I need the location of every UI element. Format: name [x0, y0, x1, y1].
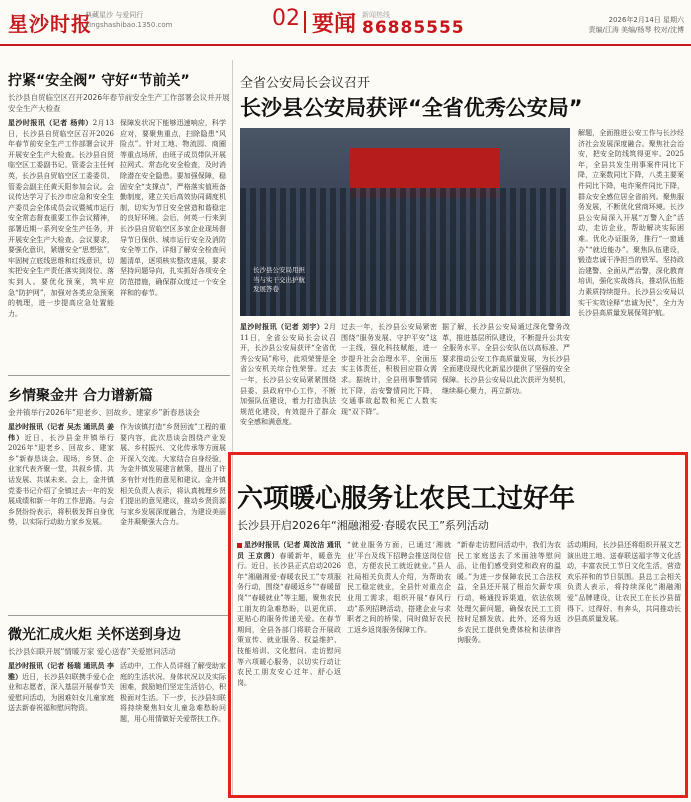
- story5-col1: [237, 540, 341, 792]
- story4-body-left: [8, 661, 114, 797]
- editor-credits: 责编/江涛 美编/杨琴 校对/沈博: [588, 26, 684, 34]
- story1-body-right: 保障发状况下能够迅速响应，科学应对，要聚焦重点，扫除隐患“风险点”。针对工地、物流园、商圈等重点场所，由班子成员带队开展拉网式、常态化安全检查，及时消除潜在安全隐患。要加强保障，稳固安全“支撑点”，严格落实值班备勤制度，建立关后高效协同调度机制，切实为节日安全营造和谐稳定的良好环境。会后，何英一行来到长沙县自贸临空区多家企业现场督导节日保供、城市运行安全及消防安全等工作，详细了解安全检查问题清单，逐项核实整改进展，要求坚持问题导向，扎实抓好各项安全防范措施，确保群众度过一个安全祥和的春节。: [120, 119, 226, 297]
- story5-title: 六项暖心服务让农民工过好年: [237, 484, 576, 514]
- story3-text-left: 近日，长沙县金井镇举行2026年“迎老乡、回故乡、建家乡”新春恳谈会。现场，乡贤、企业家代表齐聚一堂，共叙乡情、共话发展、共谋未来。会上，金井镇党委书记介绍了全镇过去一年的发展成绩和新一年的工作思路。与会乡贤纷纷表示，将积极发挥自身优势，以实际行动助力家乡发展。: [8, 433, 114, 527]
- newspaper-logo: 星沙时报: [8, 12, 92, 36]
- story1-subtitle: 长沙县自贸临空区召开2026年春节前安全生产工作部署会议并开展安全生产大检查: [8, 93, 230, 113]
- issue-info: [520, 15, 684, 35]
- page-divider-bar: [304, 11, 306, 33]
- story2-col1: [240, 322, 336, 438]
- story4-text-left: 近日，长沙县妇联携手爱心企业和志愿者，深入基层开展春节关爱慰问活动，为困难妇女儿童家庭送去新春祝福和慰问物资。: [8, 672, 114, 713]
- page-title: 要闻: [312, 12, 357, 37]
- story2-col2: 过去一年，长沙县公安局紧密围绕“服务发展、守护平安”这一主线，强化科技赋能，进一步提升社会治理水平，全面压实主体责任，积极回应群众需求。据统计，全县刑事警情同比下降，治安警情同比下降，交通事故起数和死亡人数实现“双下降”。: [341, 323, 437, 416]
- story2-col3: 据了解，长沙县公安局通过深化警务改革，推进基层所队建设，不断提升公共安全服务水平。全县公安队伍以高标准、严要求推动公安工作高质量发展，为长沙县全面建设现代化新星沙提供了坚强的安全保障。长沙县公安局以此次获评为契机，继续凝心聚力，再立新功。: [442, 323, 570, 395]
- story2-title: 长沙县公安局获评“全省优秀公安局”: [240, 96, 583, 120]
- hotline-label: 新闻热线: [362, 11, 390, 19]
- story5-col3: “新春走访慰问活动中，我们为农民工家庭送去了米面油等慰问品，让他们感受到党和政府的温暖。”为进一步保障农民工合法权益，全县还开展了根治欠薪专项行动，畅通投诉渠道，依法依规处理欠薪问题，确保农民工工资按时足额发放。此外，还将为返乡农民工提供免费体检和法律咨询服务。: [457, 541, 561, 645]
- story3-byline: 星沙时报讯（记者 吴杰 通讯员 姜伟）: [8, 422, 114, 442]
- story1-byline: 星沙时报讯（记者 杨帅）: [8, 118, 93, 127]
- story1-text-left: 2月13日，长沙县自贸临空区召开2026年春节前安全生产工作部署会议并开展安全生产大检查。长沙县自贸临空区工委副书记、管委会主任何英，长沙县自贸临空区工委委员、管委会副主任黄天阳参加会议。会议传达学习了长沙市应急和安全生产委员会全体成员会议暨城市运行安全常态督查重要工作会议精神，部署近期一系列安全生产任务，并开展安全生产大检查。会议要求，要强化意识，紧绷安全“思想弦”，牢固树立底线思维和红线意识，切实把安全生产责任落实到岗位、落实到人。要优化预案，筑牢应急“防护网”，加强对各类应急预案的梳理，进一步提高应急处置能力。: [8, 119, 114, 318]
- story5-col2: “就业服务方面，已通过‘湘就业’平台及线下招聘会推送岗位信息，方便农民工就近就业。”县人社局相关负责人介绍，为帮助农民工稳定就业，全县针对重点企业用工需求，组织开展“春风行动”系列招聘活动，搭建企业与求职者之间的桥梁，同时做好农民工返乡返岗服务保障工作。: [347, 541, 451, 634]
- story2-kicker: 全省公安局长会议召开: [240, 76, 371, 91]
- story5-col4: 活动期间，长沙县还将组织开展文艺演出进工地、送春联送福字等文化活动，丰富农民工节日文化生活，营造欢乐祥和的节日氛围。县总工会相关负责人表示，将持续深化“湘融湘爱”品牌建设，让农民工在长沙县留得下、过得好、有奔头，共同推动长沙县高质量发展。: [567, 541, 681, 624]
- page-number: 02: [272, 6, 300, 31]
- story5-text-col1: 春暖新年，暖意先行。近日，长沙县正式启动2026年“湘融湘爱·春暖农民工”专项服务行动，围绕“春暖返乡”“春暖留岗”“春暖就业”等主题，聚焦农民工朋友的急难愁盼，以更优质、更贴心的服务传递关爱。在春节期间，全县各部门将联合开展政策宣传、就业服务、权益维护、技能培训、文化慰问、走访慰问等六项暖心服务，以切实行动让农民工朋友安心过年、舒心返岗。: [237, 551, 341, 687]
- masthead-slogan: 典藏星沙 与爱同行 xingshashibao.1350.com: [85, 11, 173, 29]
- photo-caption: 长沙县公安局用担当与实干交出护航发展答卷: [253, 266, 305, 293]
- story2-byline: 星沙时报讯（记者 刘宇）: [240, 322, 325, 331]
- story5-byline: 星沙时报讯（记者 周汝洁 通讯员 王京茵）: [237, 540, 341, 560]
- story2-text-col1: 2月11日，全省公安局长会议召开，长沙县公安局获评“全省优秀公安局”称号，此项荣誉是全省公安机关综合性荣誉。过去一年，长沙县公安局紧紧围绕县委、县政府中心工作，不断加强队伍建设，着力打造执法规范化建设，有效提升了群众安全感和满意度。: [240, 323, 336, 427]
- story3-body-right: 作为该镇打造“乡贤回流”工程的重要内容，此次恳谈会围绕产业发展、乡村振兴、文化传承等方面展开深入交流。大家结合自身经验，为金井镇发展建言献策，提出了许多有针对性的意见和建议。金井镇相关负责人表示，将认真梳理乡贤们提出的意见建议，推动乡贤资源与家乡发展深度融合，为建设美丽金井凝聚强大合力。: [120, 423, 226, 527]
- police-ranks: [240, 188, 570, 316]
- divider: [8, 615, 230, 616]
- article-marker-icon: [237, 543, 242, 548]
- right-column-text: 解题，全面推进公安工作与长沙经济社会发展深度融合。聚焦社会治安，把安全防线筑得更牢。2025年，全县共发生刑事案件同比下降，立案数同比下降，八类主要案件同比下降，电诈案件同比下降，群众安全感位居全省前列。聚焦服务发展，不断优化营商环境。长沙县公安局深入开展“万警入企”活动，走访企业，帮助解决实际困难。优化办证服务，推行“一窗通办”“就近能办”。聚焦队伍建设，锻造忠诚干净担当的铁军。坚持政治建警、全面从严治警，深化教育培训，强化实战练兵，推动队伍能力素质持续提升。长沙县公安局以实干实效诠释“忠诚为民”，全力为长沙县高质量发展保驾护航。: [578, 129, 684, 318]
- story4-subtitle: 长沙县妇联开展“情暖万家 爱心送春”关爱慰问活动: [8, 647, 176, 656]
- hotline-number: 86885555: [362, 18, 465, 38]
- story1-body-left: [8, 118, 114, 332]
- story4-byline: 星沙时报讯（记者 杨瑞 通讯员 李雅）: [8, 661, 114, 681]
- story3-title: 乡情聚金井 合力谱新篇: [8, 388, 153, 404]
- story3-body-left: [8, 422, 114, 607]
- story3-subtitle: 金井镇举行2026年“迎老乡、回故乡、建家乡”新春恳谈会: [8, 408, 200, 417]
- story1-title: 拧紧“安全阀” 守好“节前关”: [8, 73, 190, 89]
- issue-date: 2026年2月14日 星期六: [608, 16, 684, 24]
- divider: [8, 375, 230, 376]
- story5-subtitle: 长沙县开启2026年“湘融湘爱·春暖农民工”系列活动: [237, 519, 489, 532]
- story4-body-right: 活动中，工作人员详细了解受助家庭的生活状况、身体状况以及实际困难，鼓励她们坚定生活信心，积极面对生活。下一步，长沙县妇联将持续聚焦妇女儿童急难愁盼问题，用心用情做好关爱帮扶工作。: [120, 662, 226, 723]
- story4-title: 微光汇成火炬 关怀送到身边: [8, 627, 181, 643]
